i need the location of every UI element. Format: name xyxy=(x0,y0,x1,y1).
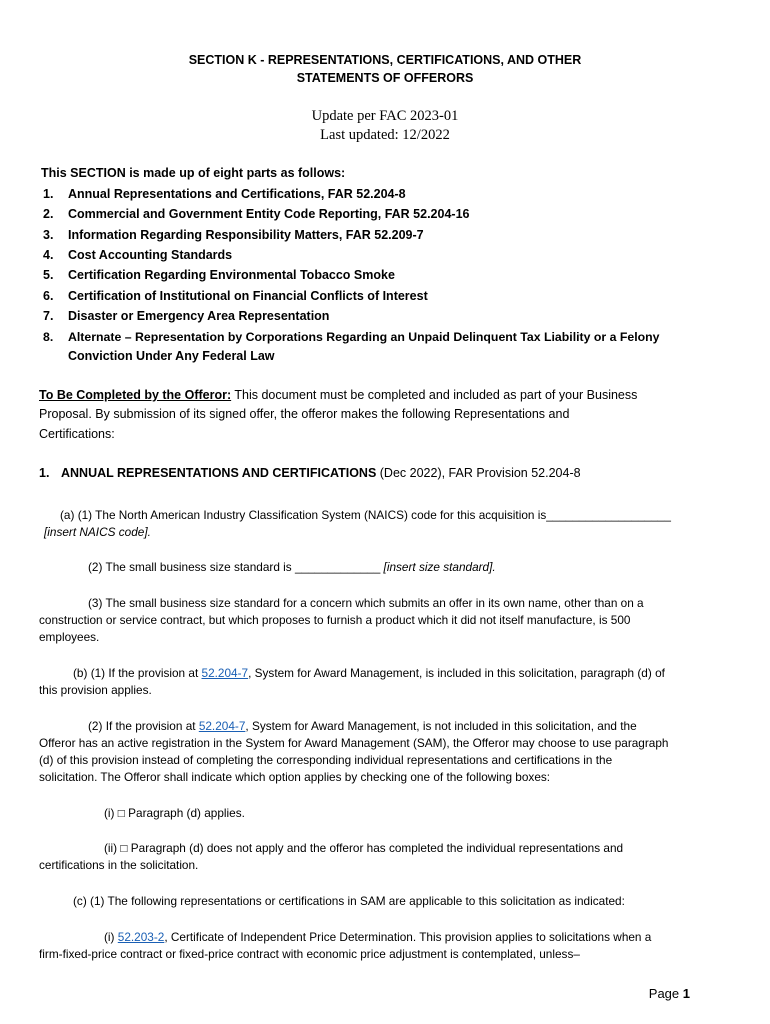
para-b1-line2: this provision applies. xyxy=(39,683,152,697)
intro-heading: This SECTION is made up of eight parts as follows: xyxy=(41,166,346,180)
section-title-line2: STATEMENTS OF OFFERORS xyxy=(296,71,474,85)
para-a3-line1: (3) The small business size standard for a concern which submits an offer in its own name, other than on a xyxy=(88,596,644,610)
list-item: 2. Commercial and Government Entity Code Reporting, FAR 52.204-16 xyxy=(43,207,470,221)
para-a2: (2) The small business size standard is _____________ [insert size standard]. xyxy=(88,560,496,574)
list-item: 4. Cost Accounting Standards xyxy=(43,248,233,262)
para-a3-line2: construction or service contract, but which proposes to furnish a product which it did not itself manufacture, is 500 xyxy=(39,613,631,627)
para-b1-line1: (b) (1) If the provision at 52.204-7, System for Award Management, is included in this solicitation, paragraph (d) of xyxy=(73,666,665,680)
option-paragraph-d-not-apply-line2: certifications in the solicitation. xyxy=(39,858,199,872)
para-a1-line1: (a) (1) The North American Industry Classification System (NAICS) code for this acquisition is___________________ xyxy=(60,508,671,522)
list-item: 8. Alternate – Representation by Corporations Regarding an Unpaid Delinquent Tax Liability or a Felony xyxy=(43,330,660,344)
list-item: 1. Annual Representations and Certifications, FAR 52.204-8 xyxy=(43,187,406,201)
update-note: Update per FAC 2023-01 xyxy=(311,108,459,124)
offeror-paragraph-line1: To Be Completed by the Offeror: This document must be completed and included as part of your Business xyxy=(39,388,638,402)
para-b2-line4: solicitation. The Offeror shall indicate which option applies by checking one of the following boxes: xyxy=(39,770,551,784)
para-b2-line2: Offeror has an active registration in the System for Award Management (SAM), the Offeror may choose to use paragraph xyxy=(39,736,669,750)
para-b2-line3: (d) of this provision instead of completing the corresponding individual representations and certifications in the xyxy=(39,753,613,767)
list-item: 5. Certification Regarding Environmental Tobacco Smoke xyxy=(43,268,395,282)
para-b2-line1: (2) If the provision at 52.204-7, System for Award Management, is not included in this solicitation, and the xyxy=(88,719,637,733)
para-ci-line1: (i) 52.203-2, Certificate of Independent Price Determination. This provision applies to solicitations when a xyxy=(104,930,652,944)
offeror-label: To Be Completed by the Offeror: xyxy=(39,388,232,402)
last-updated: Last updated: 12/2022 xyxy=(320,127,450,143)
option-paragraph-d-applies[interactable]: (i) □ Paragraph (d) applies. xyxy=(104,806,245,820)
section-title-line1: SECTION K - REPRESENTATIONS, CERTIFICATIONS, AND OTHER xyxy=(188,53,582,67)
list-item: 6. Certification of Institutional on Financial Conflicts of Interest xyxy=(43,289,428,303)
option-paragraph-d-not-apply[interactable]: (ii) □ Paragraph (d) does not apply and the offeror has completed the individual representations and xyxy=(104,841,624,855)
far-52-203-2-link[interactable]: 52.203-2 xyxy=(117,930,165,944)
para-a3-line3: employees. xyxy=(39,630,100,644)
list-item-continuation: Conviction Under Any Federal Law xyxy=(68,349,275,363)
page-number: Page 1 xyxy=(648,986,690,1001)
offeror-paragraph-line3: Certifications: xyxy=(39,427,115,441)
para-c1: (c) (1) The following representations or certifications in SAM are applicable to this solicitation as indicated: xyxy=(73,894,625,908)
list-item: 7. Disaster or Emergency Area Representation xyxy=(43,309,330,323)
para-ci-line2: firm-fixed-price contract or fixed-price contract with economic price adjustment is contemplated, unless– xyxy=(39,947,580,961)
section-1-heading: 1. ANNUAL REPRESENTATIONS AND CERTIFICATIONS (Dec 2022), FAR Provision 52.204-8 xyxy=(39,466,581,480)
list-item: 3. Information Regarding Responsibility Matters, FAR 52.209-7 xyxy=(43,228,424,242)
offeror-paragraph-line2: Proposal. By submission of its signed offer, the offeror makes the following Representations and xyxy=(39,407,570,421)
para-a1-line2: [insert NAICS code]. xyxy=(44,525,151,539)
far-52-204-7-link[interactable]: 52.204-7 xyxy=(198,719,246,733)
far-52-204-7-link[interactable]: 52.204-7 xyxy=(201,666,249,680)
